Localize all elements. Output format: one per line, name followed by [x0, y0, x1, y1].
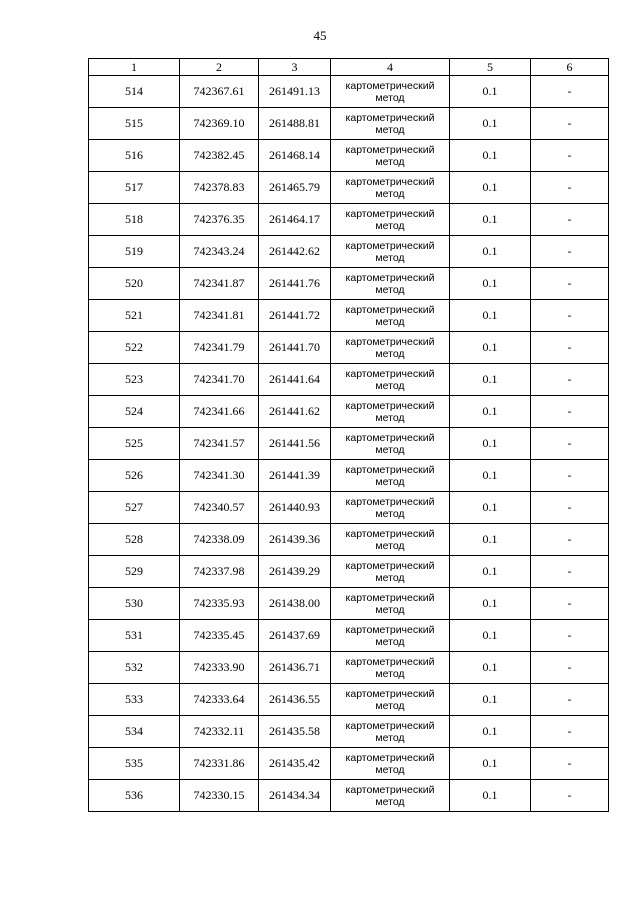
method-text-line2: метод	[375, 763, 405, 776]
y-coordinate-cell: 261441.62	[259, 396, 331, 428]
method-text-line1: картометрический	[345, 111, 435, 124]
note-cell: -	[531, 268, 609, 300]
x-coordinate-cell: 742331.86	[180, 748, 259, 780]
y-coordinate-cell: 261440.93	[259, 492, 331, 524]
y-coordinate-cell: 261442.62	[259, 236, 331, 268]
method-cell	[331, 556, 450, 588]
y-coordinate-cell: 261437.69	[259, 620, 331, 652]
coordinates-table	[88, 58, 609, 812]
point-number-cell: 528	[89, 524, 180, 556]
point-number-cell: 534	[89, 716, 180, 748]
point-number-cell: 525	[89, 428, 180, 460]
y-coordinate-cell: 261488.81	[259, 108, 331, 140]
x-coordinate-cell: 742330.15	[180, 780, 259, 812]
x-coordinate-cell: 742335.93	[180, 588, 259, 620]
y-coordinate-cell: 261439.36	[259, 524, 331, 556]
column-header: 4	[331, 59, 450, 76]
y-coordinate-cell: 261464.17	[259, 204, 331, 236]
method-text-line2: метод	[375, 315, 405, 328]
point-number-cell: 521	[89, 300, 180, 332]
table-row	[89, 76, 609, 108]
method-text-line1: картометрический	[345, 655, 435, 668]
note-cell: -	[531, 140, 609, 172]
accuracy-cell: 0.1	[450, 268, 531, 300]
note-cell: -	[531, 716, 609, 748]
method-text-line1: картометрический	[345, 463, 435, 476]
x-coordinate-cell: 742367.61	[180, 76, 259, 108]
method-text-line1: картометрический	[345, 751, 435, 764]
accuracy-cell: 0.1	[450, 204, 531, 236]
table-row	[89, 396, 609, 428]
x-coordinate-cell: 742341.66	[180, 396, 259, 428]
table-row	[89, 172, 609, 204]
table-row	[89, 204, 609, 236]
note-cell: -	[531, 332, 609, 364]
table-row	[89, 108, 609, 140]
accuracy-cell: 0.1	[450, 780, 531, 812]
method-cell	[331, 780, 450, 812]
x-coordinate-cell: 742341.57	[180, 428, 259, 460]
method-text-line1: картометрический	[345, 367, 435, 380]
y-coordinate-cell: 261441.70	[259, 332, 331, 364]
table-body	[89, 76, 609, 812]
note-cell: -	[531, 364, 609, 396]
table-row	[89, 716, 609, 748]
note-cell: -	[531, 428, 609, 460]
table-row	[89, 300, 609, 332]
column-header: 6	[531, 59, 609, 76]
x-coordinate-cell: 742343.24	[180, 236, 259, 268]
y-coordinate-cell: 261441.76	[259, 268, 331, 300]
method-cell	[331, 620, 450, 652]
method-cell	[331, 428, 450, 460]
point-number-cell: 517	[89, 172, 180, 204]
method-text-line2: метод	[375, 123, 405, 136]
x-coordinate-cell: 742333.64	[180, 684, 259, 716]
table-header	[89, 59, 609, 76]
method-cell	[331, 748, 450, 780]
method-cell	[331, 76, 450, 108]
x-coordinate-cell: 742333.90	[180, 652, 259, 684]
table-row	[89, 236, 609, 268]
y-coordinate-cell: 261436.71	[259, 652, 331, 684]
method-cell	[331, 300, 450, 332]
point-number-cell: 519	[89, 236, 180, 268]
y-coordinate-cell: 261491.13	[259, 76, 331, 108]
method-text-line1: картометрический	[345, 79, 435, 92]
method-cell	[331, 588, 450, 620]
note-cell: -	[531, 76, 609, 108]
method-text-line2: метод	[375, 667, 405, 680]
accuracy-cell: 0.1	[450, 588, 531, 620]
x-coordinate-cell: 742338.09	[180, 524, 259, 556]
method-text-line2: метод	[375, 699, 405, 712]
column-header: 2	[180, 59, 259, 76]
method-text-line1: картометрический	[345, 399, 435, 412]
x-coordinate-cell: 742341.70	[180, 364, 259, 396]
accuracy-cell: 0.1	[450, 748, 531, 780]
method-cell	[331, 140, 450, 172]
method-text-line2: метод	[375, 155, 405, 168]
x-coordinate-cell: 742341.87	[180, 268, 259, 300]
note-cell: -	[531, 556, 609, 588]
table-row	[89, 588, 609, 620]
method-cell	[331, 332, 450, 364]
accuracy-cell: 0.1	[450, 332, 531, 364]
x-coordinate-cell: 742369.10	[180, 108, 259, 140]
table-row	[89, 684, 609, 716]
x-coordinate-cell: 742332.11	[180, 716, 259, 748]
note-cell: -	[531, 748, 609, 780]
method-cell	[331, 684, 450, 716]
method-text-line1: картометрический	[345, 495, 435, 508]
x-coordinate-cell: 742341.81	[180, 300, 259, 332]
y-coordinate-cell: 261468.14	[259, 140, 331, 172]
table-row	[89, 652, 609, 684]
table-row	[89, 620, 609, 652]
note-cell: -	[531, 780, 609, 812]
method-text-line1: картометрический	[345, 175, 435, 188]
method-text-line2: метод	[375, 507, 405, 520]
point-number-cell: 523	[89, 364, 180, 396]
x-coordinate-cell: 742335.45	[180, 620, 259, 652]
method-text-line2: метод	[375, 571, 405, 584]
accuracy-cell: 0.1	[450, 172, 531, 204]
note-cell: -	[531, 588, 609, 620]
method-text-line2: метод	[375, 443, 405, 456]
point-number-cell: 520	[89, 268, 180, 300]
x-coordinate-cell: 742337.98	[180, 556, 259, 588]
method-text-line1: картометрический	[345, 783, 435, 796]
note-cell: -	[531, 684, 609, 716]
table-row	[89, 780, 609, 812]
note-cell: -	[531, 460, 609, 492]
accuracy-cell: 0.1	[450, 108, 531, 140]
x-coordinate-cell: 742340.57	[180, 492, 259, 524]
point-number-cell: 536	[89, 780, 180, 812]
note-cell: -	[531, 620, 609, 652]
y-coordinate-cell: 261441.72	[259, 300, 331, 332]
table-row	[89, 524, 609, 556]
accuracy-cell: 0.1	[450, 716, 531, 748]
point-number-cell: 522	[89, 332, 180, 364]
point-number-cell: 533	[89, 684, 180, 716]
method-text-line1: картометрический	[345, 207, 435, 220]
y-coordinate-cell: 261438.00	[259, 588, 331, 620]
method-text-line2: метод	[375, 219, 405, 232]
point-number-cell: 518	[89, 204, 180, 236]
accuracy-cell: 0.1	[450, 140, 531, 172]
point-number-cell: 516	[89, 140, 180, 172]
method-text-line1: картометрический	[345, 431, 435, 444]
point-number-cell: 524	[89, 396, 180, 428]
note-cell: -	[531, 204, 609, 236]
point-number-cell: 514	[89, 76, 180, 108]
method-text-line1: картометрический	[345, 239, 435, 252]
note-cell: -	[531, 300, 609, 332]
point-number-cell: 535	[89, 748, 180, 780]
column-header: 1	[89, 59, 180, 76]
method-text-line2: метод	[375, 603, 405, 616]
table-row	[89, 748, 609, 780]
table-row	[89, 140, 609, 172]
accuracy-cell: 0.1	[450, 428, 531, 460]
method-text-line2: метод	[375, 91, 405, 104]
method-cell	[331, 396, 450, 428]
method-text-line1: картометрический	[345, 527, 435, 540]
method-text-line2: метод	[375, 795, 405, 808]
x-coordinate-cell: 742378.83	[180, 172, 259, 204]
method-cell	[331, 492, 450, 524]
method-text-line1: картометрический	[345, 559, 435, 572]
y-coordinate-cell: 261441.64	[259, 364, 331, 396]
accuracy-cell: 0.1	[450, 396, 531, 428]
method-cell	[331, 236, 450, 268]
method-text-line2: метод	[375, 251, 405, 264]
table-row	[89, 428, 609, 460]
accuracy-cell: 0.1	[450, 76, 531, 108]
method-text-line1: картометрический	[345, 335, 435, 348]
accuracy-cell: 0.1	[450, 300, 531, 332]
note-cell: -	[531, 396, 609, 428]
accuracy-cell: 0.1	[450, 236, 531, 268]
y-coordinate-cell: 261434.34	[259, 780, 331, 812]
method-cell	[331, 364, 450, 396]
table-row	[89, 556, 609, 588]
table-row	[89, 492, 609, 524]
note-cell: -	[531, 108, 609, 140]
y-coordinate-cell: 261435.58	[259, 716, 331, 748]
accuracy-cell: 0.1	[450, 652, 531, 684]
method-text-line2: метод	[375, 539, 405, 552]
method-text-line2: метод	[375, 731, 405, 744]
method-text-line1: картометрический	[345, 719, 435, 732]
accuracy-cell: 0.1	[450, 684, 531, 716]
note-cell: -	[531, 492, 609, 524]
point-number-cell: 532	[89, 652, 180, 684]
y-coordinate-cell: 261441.39	[259, 460, 331, 492]
note-cell: -	[531, 524, 609, 556]
page-number: 45	[313, 28, 327, 43]
method-text-line2: метод	[375, 411, 405, 424]
column-header: 3	[259, 59, 331, 76]
y-coordinate-cell: 261439.29	[259, 556, 331, 588]
note-cell: -	[531, 652, 609, 684]
method-cell	[331, 652, 450, 684]
method-cell	[331, 108, 450, 140]
x-coordinate-cell: 742341.30	[180, 460, 259, 492]
table-row	[89, 268, 609, 300]
method-text-line2: метод	[375, 187, 405, 200]
note-cell: -	[531, 172, 609, 204]
y-coordinate-cell: 261436.55	[259, 684, 331, 716]
x-coordinate-cell: 742376.35	[180, 204, 259, 236]
method-cell	[331, 524, 450, 556]
table-row	[89, 364, 609, 396]
accuracy-cell: 0.1	[450, 460, 531, 492]
accuracy-cell: 0.1	[450, 556, 531, 588]
method-cell	[331, 716, 450, 748]
method-text-line2: метод	[375, 475, 405, 488]
accuracy-cell: 0.1	[450, 524, 531, 556]
x-coordinate-cell: 742382.45	[180, 140, 259, 172]
table-row	[89, 460, 609, 492]
column-header: 5	[450, 59, 531, 76]
point-number-cell: 527	[89, 492, 180, 524]
method-text-line2: метод	[375, 635, 405, 648]
table-row	[89, 332, 609, 364]
method-text-line1: картометрический	[345, 591, 435, 604]
accuracy-cell: 0.1	[450, 492, 531, 524]
accuracy-cell: 0.1	[450, 620, 531, 652]
x-coordinate-cell: 742341.79	[180, 332, 259, 364]
method-cell	[331, 172, 450, 204]
method-cell	[331, 460, 450, 492]
accuracy-cell: 0.1	[450, 364, 531, 396]
method-text-line2: метод	[375, 379, 405, 392]
point-number-cell: 515	[89, 108, 180, 140]
y-coordinate-cell: 261435.42	[259, 748, 331, 780]
point-number-cell: 531	[89, 620, 180, 652]
method-text-line2: метод	[375, 283, 405, 296]
note-cell: -	[531, 236, 609, 268]
point-number-cell: 526	[89, 460, 180, 492]
method-cell	[331, 268, 450, 300]
method-text-line1: картометрический	[345, 143, 435, 156]
y-coordinate-cell: 261441.56	[259, 428, 331, 460]
point-number-cell: 529	[89, 556, 180, 588]
point-number-cell: 530	[89, 588, 180, 620]
method-text-line1: картометрический	[345, 687, 435, 700]
method-text-line1: картометрический	[345, 623, 435, 636]
header-row	[89, 59, 609, 76]
method-text-line2: метод	[375, 347, 405, 360]
method-text-line1: картометрический	[345, 271, 435, 284]
method-cell	[331, 204, 450, 236]
y-coordinate-cell: 261465.79	[259, 172, 331, 204]
method-text-line1: картометрический	[345, 303, 435, 316]
